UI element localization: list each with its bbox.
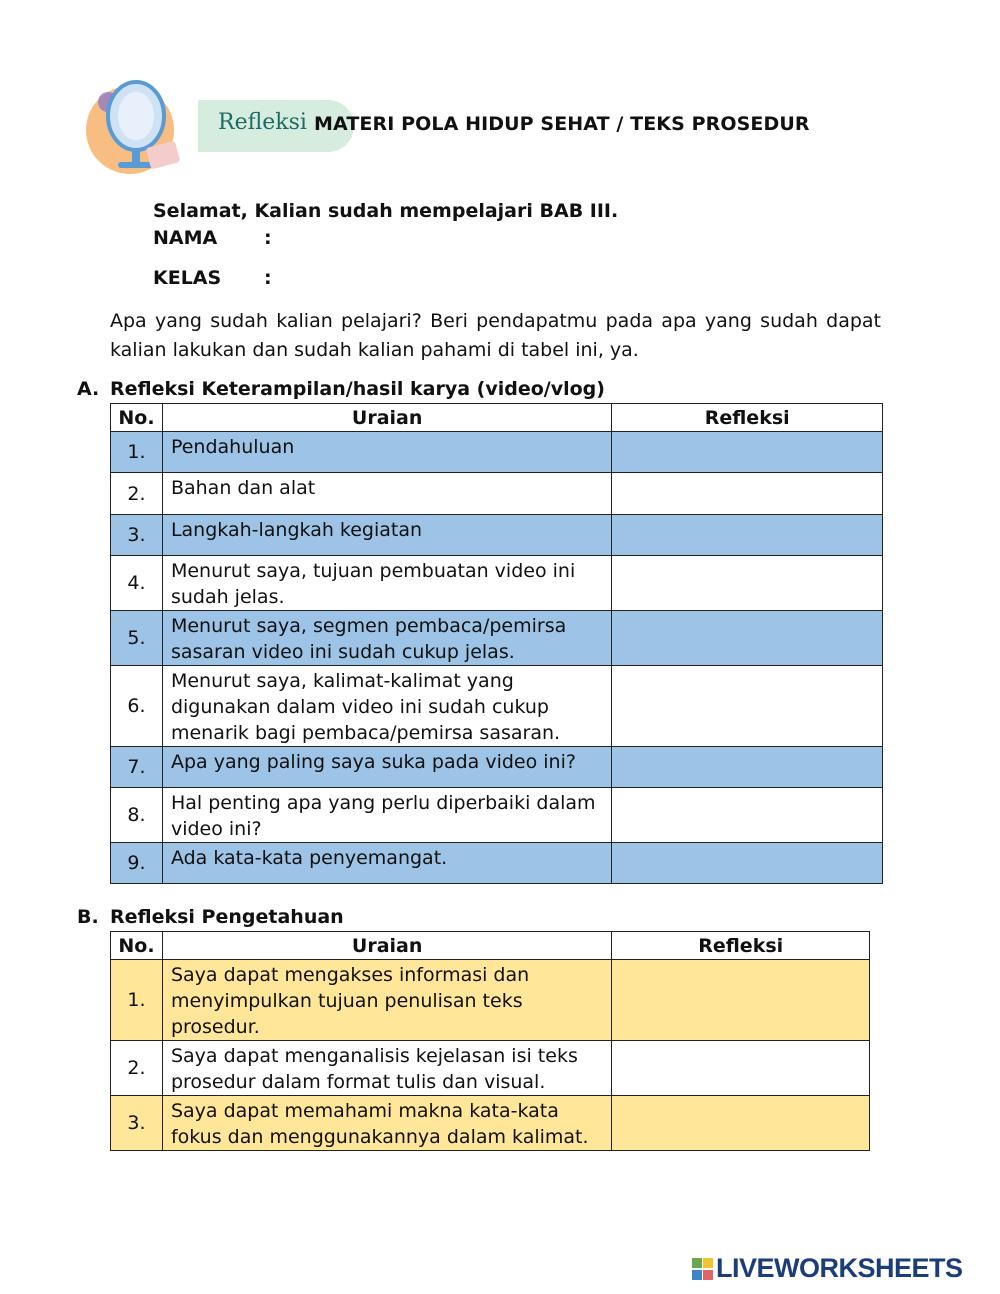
section-b-letter: B. bbox=[77, 906, 99, 928]
row-uraian: Apa yang paling saya suka pada video ini? bbox=[162, 747, 611, 788]
row-uraian: Langkah-langkah kegiatan bbox=[162, 515, 611, 556]
reflection-cell[interactable] bbox=[612, 960, 870, 1041]
row-no: 1. bbox=[111, 960, 163, 1041]
logo-icon bbox=[692, 1258, 714, 1282]
header-refleksi: Refleksi bbox=[612, 932, 870, 960]
section-a-letter: A. bbox=[77, 378, 100, 400]
row-uraian: Ada kata-kata penyemangat. bbox=[162, 843, 611, 884]
row-no: 9. bbox=[111, 843, 163, 884]
row-uraian: Pendahuluan bbox=[162, 432, 611, 473]
reflection-cell[interactable] bbox=[612, 473, 883, 515]
header-refleksi: Refleksi bbox=[612, 404, 883, 432]
mirror-icon bbox=[78, 72, 198, 182]
table-row bbox=[111, 432, 883, 473]
table-row bbox=[111, 960, 870, 1041]
row-no: 6. bbox=[111, 666, 163, 747]
section-b-title: Refleksi Pengetahuan bbox=[110, 906, 344, 928]
table-row bbox=[111, 747, 883, 788]
reflection-cell[interactable] bbox=[612, 515, 883, 556]
table-b bbox=[110, 931, 870, 1151]
section-a-title: Refleksi Keterampilan/hasil karya (video/vlog) bbox=[110, 378, 605, 400]
row-no: 5. bbox=[111, 611, 163, 666]
row-no: 2. bbox=[111, 1041, 163, 1096]
reflection-cell[interactable] bbox=[612, 747, 883, 788]
intro-paragraph: Apa yang sudah kalian pelajari? Beri pendapatmu pada apa yang sudah dapat kalian lakukan dan sudah kalian pahami di tabel ini, ya. bbox=[110, 310, 881, 361]
reflection-cell[interactable] bbox=[612, 666, 883, 747]
row-no: 8. bbox=[111, 788, 163, 843]
reflection-cell[interactable] bbox=[612, 843, 883, 884]
table-row bbox=[111, 515, 883, 556]
reflection-cell[interactable] bbox=[612, 1041, 870, 1096]
table-row bbox=[111, 556, 883, 611]
table-row bbox=[111, 611, 883, 666]
row-no: 7. bbox=[111, 747, 163, 788]
row-uraian: Menurut saya, segmen pembaca/pemirsa sasaran video ini sudah cukup jelas. bbox=[162, 611, 611, 666]
table-row bbox=[111, 666, 883, 747]
row-no: 3. bbox=[111, 1096, 163, 1151]
row-uraian: Menurut saya, kalimat-kalimat yang digunakan dalam video ini sudah cukup menarik bagi pembaca/pemirsa sasaran. bbox=[162, 666, 611, 747]
brand-name: LIVEWORKSHEETS bbox=[716, 1253, 963, 1283]
class-label: KELAS bbox=[153, 267, 222, 289]
row-no: 4. bbox=[111, 556, 163, 611]
row-no: 3. bbox=[111, 515, 163, 556]
reflection-cell[interactable] bbox=[612, 788, 883, 843]
page-title: MATERI POLA HIDUP SEHAT / TEKS PROSEDUR bbox=[314, 113, 810, 135]
reflection-cell[interactable] bbox=[612, 611, 883, 666]
table-row bbox=[111, 1041, 870, 1096]
reflection-cell[interactable] bbox=[612, 1096, 870, 1151]
row-no: 2. bbox=[111, 473, 163, 515]
class-colon: : bbox=[264, 267, 272, 289]
row-uraian: Hal penting apa yang perlu diperbaiki dalam video ini? bbox=[162, 788, 611, 843]
row-uraian: Saya dapat memahami makna kata-kata fokus dan menggunakannya dalam kalimat. bbox=[162, 1096, 611, 1151]
row-uraian: Saya dapat menganalisis kejelasan isi teks prosedur dalam format tulis dan visual. bbox=[162, 1041, 611, 1096]
badge-label: Refleksi bbox=[218, 110, 307, 135]
header-no: No. bbox=[111, 404, 163, 432]
table-row bbox=[111, 788, 883, 843]
header-uraian: Uraian bbox=[162, 932, 611, 960]
reflection-cell[interactable] bbox=[612, 432, 883, 473]
table-row bbox=[111, 473, 883, 515]
row-uraian: Bahan dan alat bbox=[162, 473, 611, 515]
header-uraian: Uraian bbox=[162, 404, 611, 432]
row-no: 1. bbox=[111, 432, 163, 473]
name-colon: : bbox=[264, 227, 272, 249]
table-a bbox=[110, 403, 883, 884]
liveworksheets-logo bbox=[692, 1253, 992, 1286]
table-row bbox=[111, 1096, 870, 1151]
table-row bbox=[111, 843, 883, 884]
name-label: NAMA bbox=[153, 227, 218, 249]
header-no: No. bbox=[111, 932, 163, 960]
row-uraian: Menurut saya, tujuan pembuatan video ini sudah jelas. bbox=[162, 556, 611, 611]
reflection-cell[interactable] bbox=[612, 556, 883, 611]
greeting-text: Selamat, Kalian sudah mempelajari BAB III. bbox=[153, 200, 619, 222]
row-uraian: Saya dapat mengakses informasi dan menyimpulkan tujuan penulisan teks prosedur. bbox=[162, 960, 611, 1041]
